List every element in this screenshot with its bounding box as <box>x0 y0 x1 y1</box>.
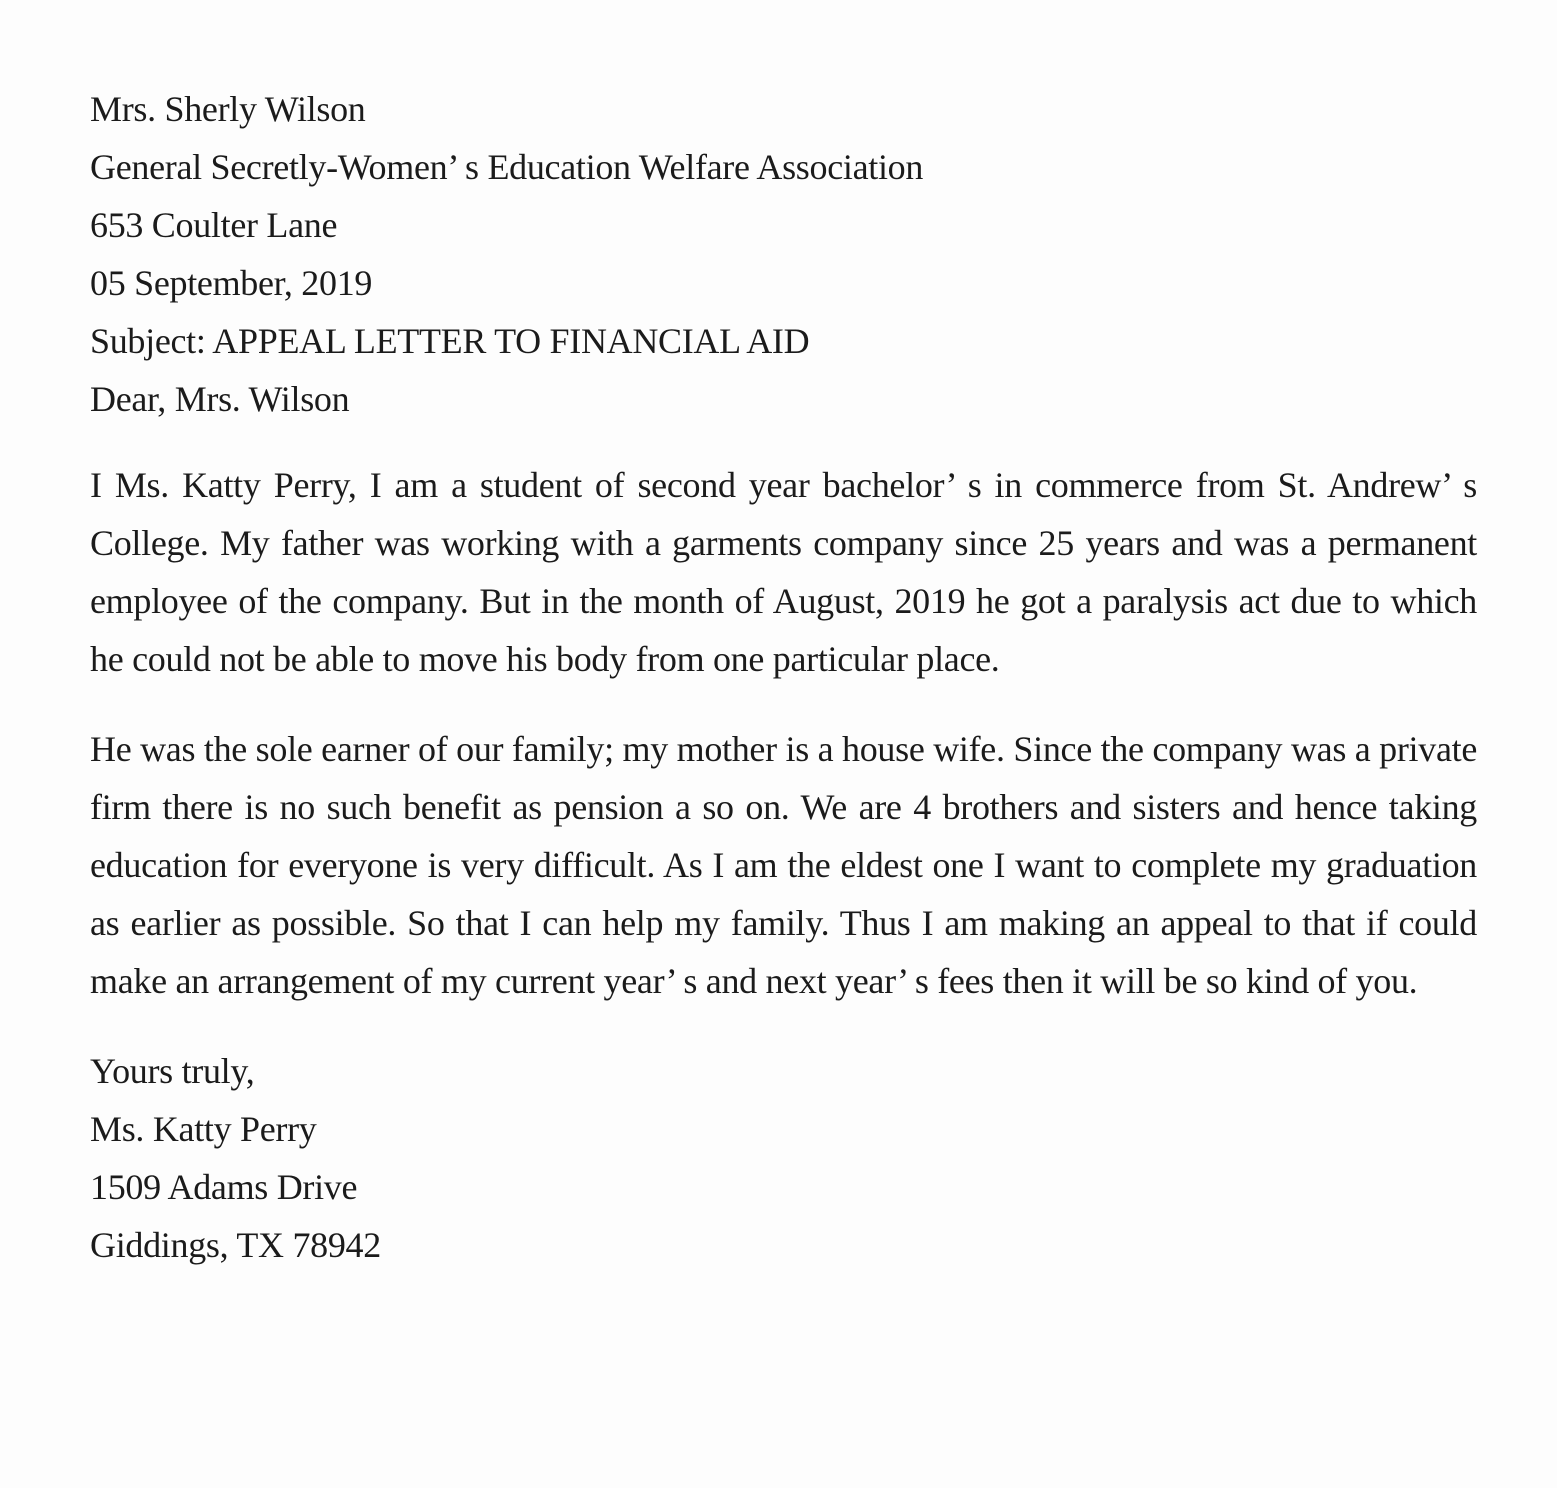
recipient-title: General Secretly-Women’ s Education Welfare Association <box>90 147 924 187</box>
body-paragraph-2: He was the sole earner of our family; my mother is a house wife. Since the company was a private firm there is no such benefit as pension a so on. We are 4 brothers and sisters and hence taking education for everyone is very difficult. As I am the eldest one I want to complete my graduation as earlier as possible. So that I can help my family. Thus I am making an appeal to that if could make an arrangement of my current year’ s and next year’ s fees then it will be so kind of you. <box>90 729 1477 1001</box>
recipient-name: Mrs. Sherly Wilson <box>90 89 366 129</box>
letter-date: 05 September, 2019 <box>90 263 373 303</box>
sender-name: Ms. Katty Perry <box>90 1109 317 1149</box>
letter-header <box>90 80 1477 428</box>
sender-address-street: 1509 Adams Drive <box>90 1167 358 1207</box>
letter-subject: Subject: APPEAL LETTER TO FINANCIAL AID <box>90 321 810 361</box>
salutation: Dear, Mrs. Wilson <box>90 379 350 419</box>
sender-address-city: Giddings, TX 78942 <box>90 1225 381 1265</box>
signature-block <box>90 1042 1477 1274</box>
body-paragraph-1: I Ms. Katty Perry, I am a student of second year bachelor’ s in commerce from St. Andrew’ s College. My father was working with a garments company since 25 years and was a permanent employee of the company. But in the month of August, 2019 he got a paralysis act due to which he could not be able to move his body from one particular place. <box>90 465 1477 679</box>
recipient-address: 653 Coulter Lane <box>90 205 338 245</box>
closing: Yours truly, <box>90 1051 255 1091</box>
